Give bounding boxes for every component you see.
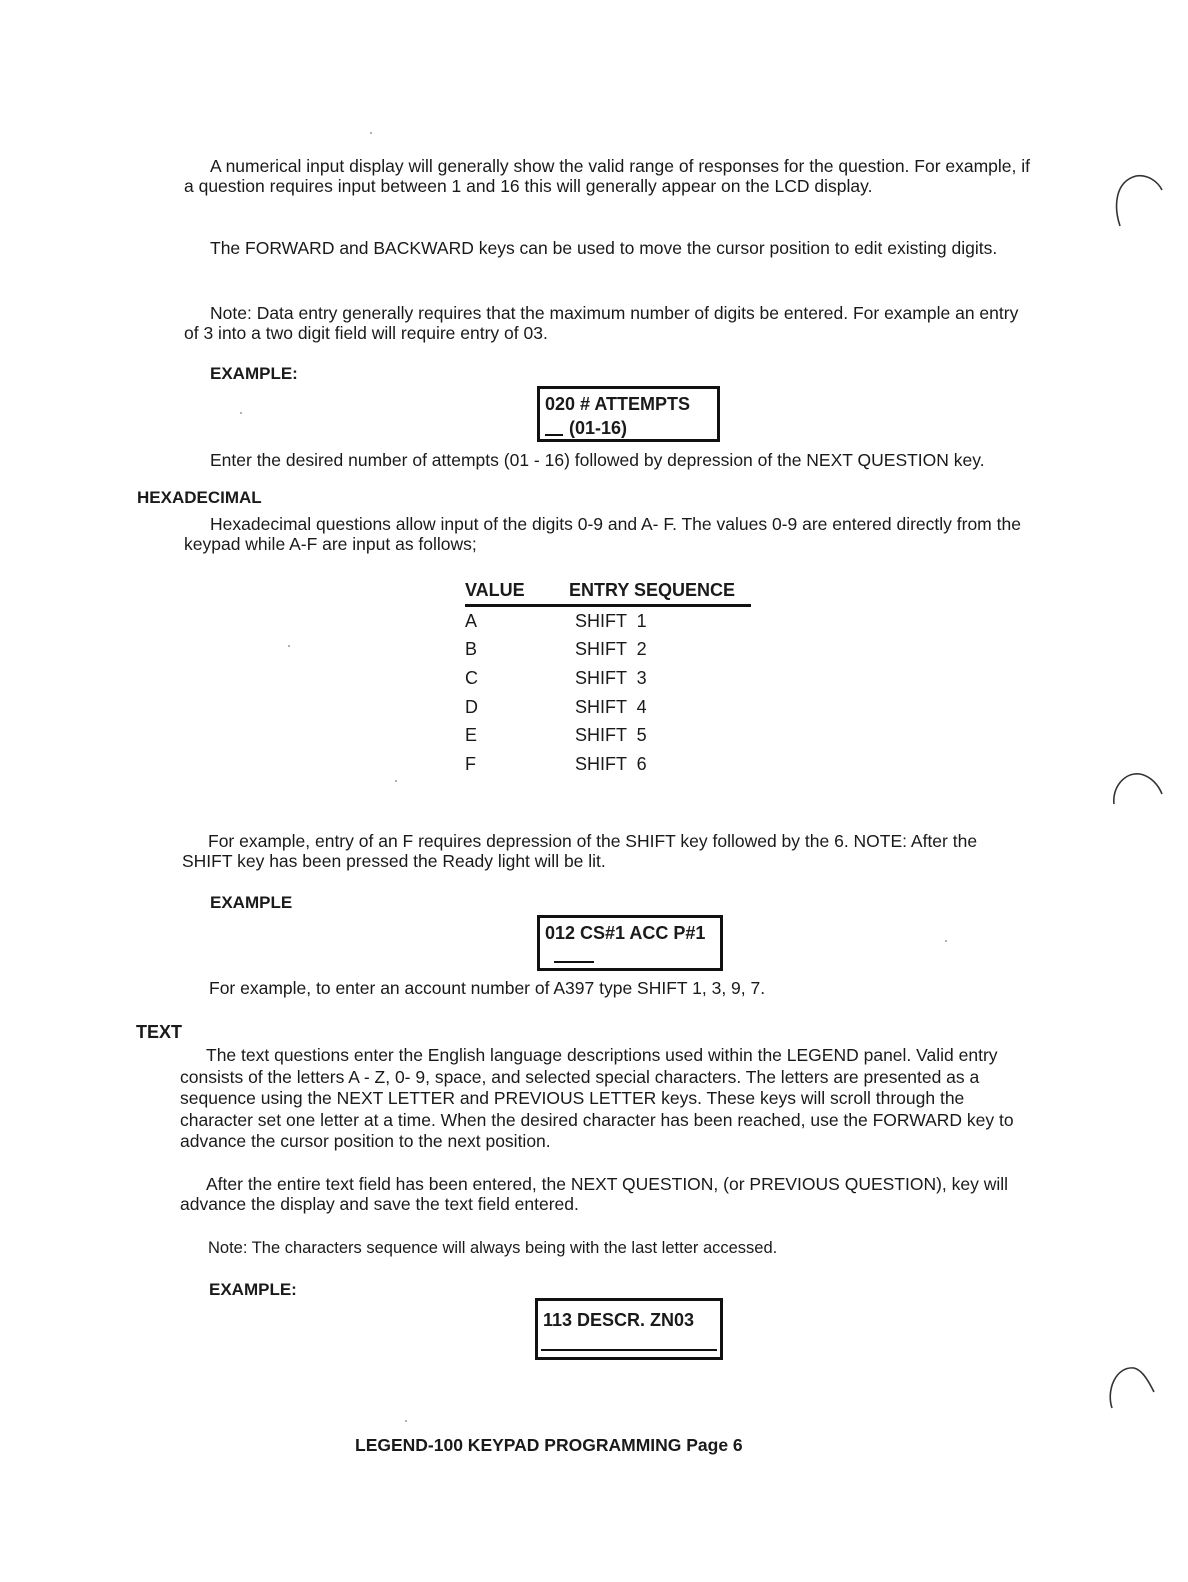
value-cell: E (465, 725, 478, 746)
table-row (465, 664, 751, 693)
note-chars-paragraph: Note: The characters sequence will always being with the last letter accessed. (208, 1239, 778, 1257)
enter-attempts-paragraph: Enter the desired number of attempts (01 - 16) followed by depression of the NEXT QUESTION key. (210, 450, 985, 470)
speck (395, 780, 397, 782)
table-header-row (465, 576, 751, 606)
account-example-paragraph: For example, to enter an account number of A397 type SHIFT 1, 3, 9, 7. (209, 978, 766, 998)
table-row (465, 693, 751, 722)
example-label: EXAMPLE (210, 893, 293, 912)
cursor-underline (545, 434, 563, 436)
speck (945, 940, 947, 942)
example-label: EXAMPLE: (209, 1280, 297, 1299)
binder-hole-mark (1114, 168, 1164, 230)
sequence-cell: SHIFT 1 (575, 610, 647, 631)
note-digits-paragraph: Note: Data entry generally requires that the maximum number of digits be entered. For example an entry of 3 into a two digit field will require entry of 03. (184, 303, 1019, 343)
value-cell: F (465, 753, 476, 774)
sequence-cell: SHIFT 5 (575, 725, 647, 746)
speck (370, 132, 372, 134)
column-header-entry-sequence: ENTRY SEQUENCE (569, 576, 751, 606)
lcd-display-description (535, 1298, 723, 1360)
speck (288, 645, 290, 647)
text-heading: TEXT (136, 1022, 183, 1042)
example-label: EXAMPLE: (210, 364, 298, 383)
table-row (465, 606, 751, 636)
value-cell: D (465, 696, 478, 717)
numeric-display-paragraph: A numerical input display will generally show the valid range of responses for the question. For example, if a question requires input between 1 and 16 this will generally appear on the LCD display. (184, 156, 1031, 196)
lcd-rule (541, 1349, 717, 1351)
sequence-cell: SHIFT 4 (575, 696, 647, 717)
lcd-display-account (537, 915, 723, 971)
speck (240, 412, 242, 414)
table-row (465, 750, 751, 779)
column-header-value: VALUE (465, 576, 569, 606)
table-row (465, 721, 751, 750)
text-intro-paragraph: The text questions enter the English language descriptions used within the LEGEND panel. Valid entry consists of the letters A - Z, 0- 9, space, and selected special characters. The letters are presented as a sequence using the NEXT LETTER and PREVIOUS LETTER keys. These keys will scroll through the character set one letter at a time. When the desired character has been reached, use the FORWARD key to advance the cursor position to the next position. (180, 1045, 1014, 1151)
page-footer: LEGEND-100 KEYPAD PROGRAMMING Page 6 (355, 1435, 743, 1455)
value-cell: C (465, 667, 478, 688)
hex-entry-table (465, 576, 751, 779)
lcd-range: (01-16) (569, 418, 628, 438)
value-cell: A (465, 610, 478, 631)
sequence-cell: SHIFT 3 (575, 667, 647, 688)
value-cell: B (465, 639, 478, 660)
binder-hole-mark (1110, 768, 1164, 808)
sequence-cell: SHIFT 2 (575, 639, 647, 660)
after-text-paragraph: After the entire text field has been entered, the NEXT QUESTION, (or PREVIOUS QUESTION), key will advance the display and save the text field entered. (180, 1174, 1009, 1214)
lcd-line-1: 012 CS#1 ACC P#1 (545, 923, 706, 943)
cursor-underline (554, 961, 594, 963)
lcd-line-1: 020 # ATTEMPTS (545, 394, 691, 414)
table-row (465, 636, 751, 665)
lcd-line-2 (545, 418, 627, 439)
hexadecimal-heading: HEXADECIMAL (137, 488, 262, 507)
speck (405, 1420, 407, 1422)
forward-backward-paragraph: The FORWARD and BACKWARD keys can be used to move the cursor position to edit existing digits. (210, 238, 998, 258)
lcd-line-1: 113 DESCR. ZN03 (543, 1310, 695, 1330)
lcd-display-attempts (537, 386, 720, 442)
binder-hole-mark (1106, 1362, 1156, 1412)
sequence-cell: SHIFT 6 (575, 753, 647, 774)
hex-intro-paragraph: Hexadecimal questions allow input of the digits 0-9 and A- F. The values 0-9 are entered directly from the keypad while A-F are input as follows; (184, 514, 1021, 554)
hex-example-paragraph: For example, entry of an F requires depression of the SHIFT key followed by the 6. NOTE: After the SHIFT key has been pressed the Ready light will be lit. (182, 831, 978, 871)
